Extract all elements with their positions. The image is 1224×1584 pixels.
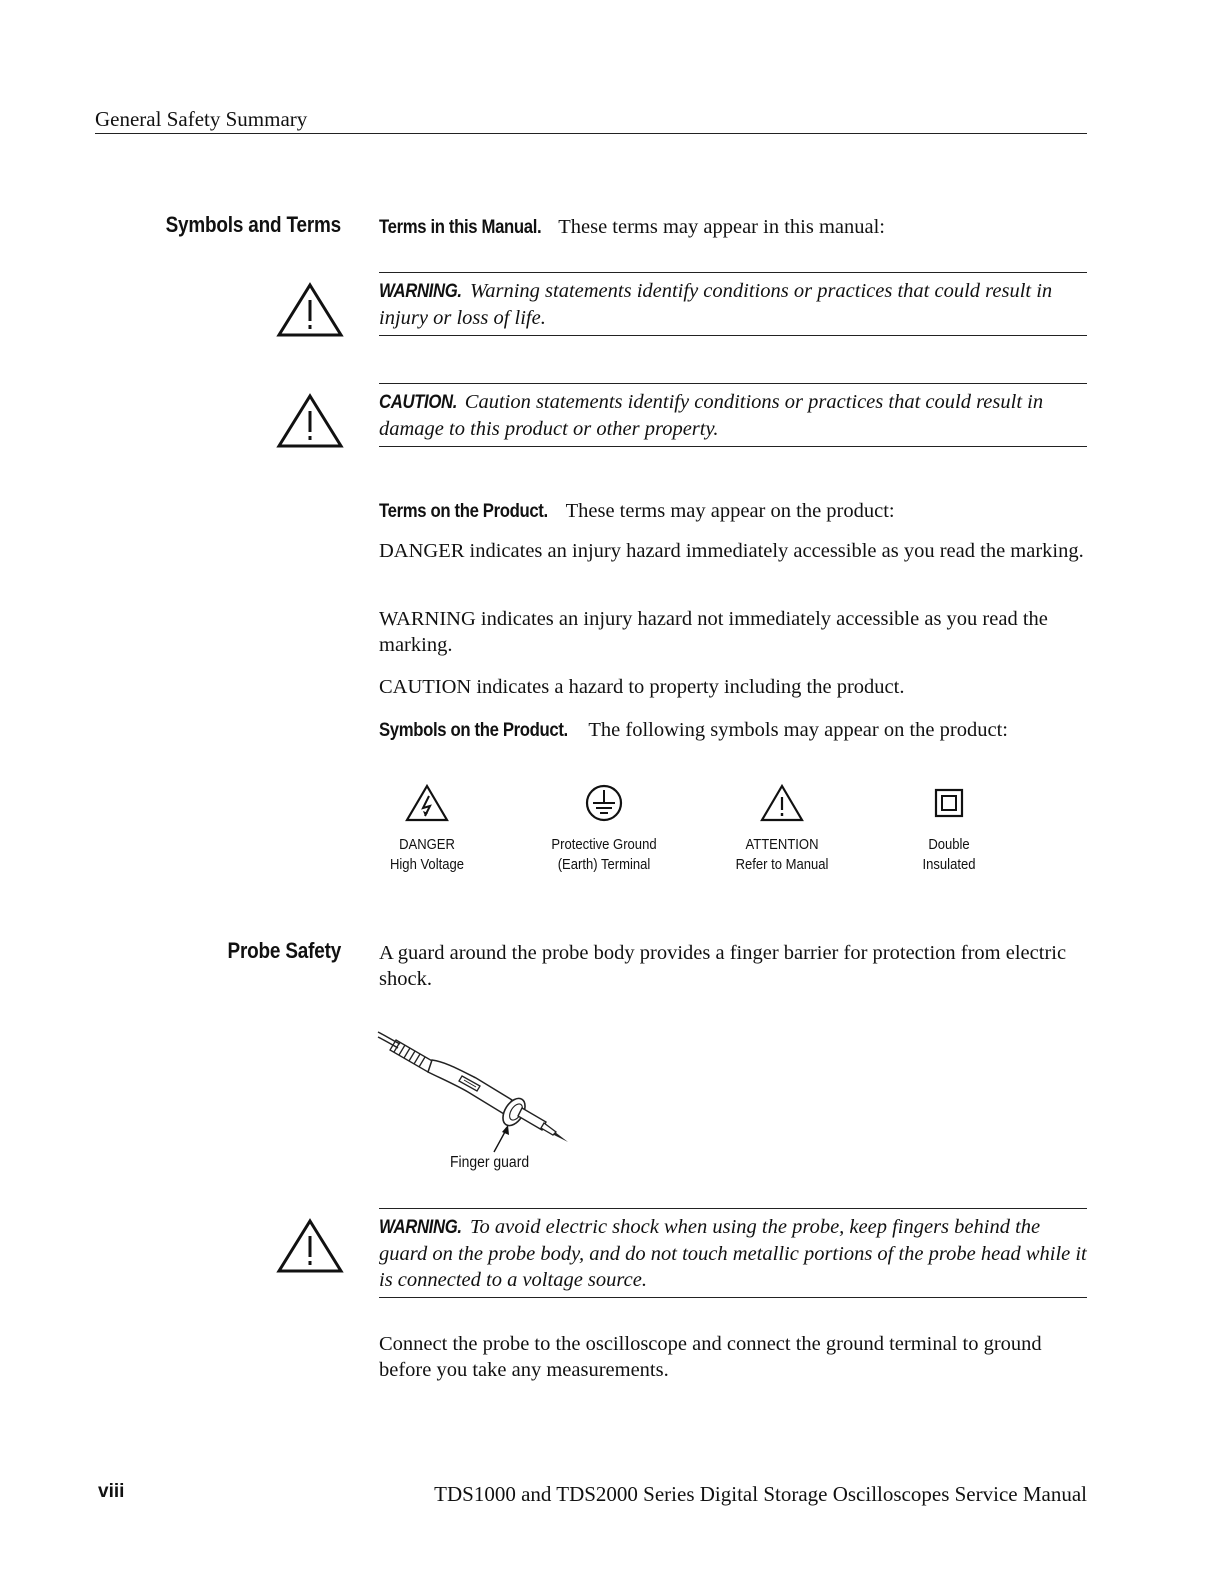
running-head: General Safety Summary — [95, 107, 308, 131]
caution-label: CAUTION. — [379, 392, 458, 413]
page-number: viii — [98, 1481, 125, 1502]
terms-in-manual-text: These terms may appear in this manual: — [558, 216, 885, 238]
symbol-caption-line2: Insulated — [922, 857, 976, 873]
warning-triangle-icon — [276, 280, 344, 340]
high-voltage-icon — [404, 783, 450, 823]
header-rule — [95, 133, 1087, 134]
probe-warning-text: To avoid electric shock when using the probe, keep fingers behind the guard on the probe body, and do not touch metallic portions of the probe head while it is connected to a voltage source. — [379, 1216, 1087, 1291]
warning-notice-text: Warning statements identify conditions or practices that could result in injury or loss of life. — [379, 280, 1053, 329]
warning-label: WARNING. — [379, 281, 462, 302]
warning-paragraph: WARNING indicates an injury hazard not immediately accessible as you read the marking. — [379, 608, 1048, 656]
symbol-danger-high-voltage — [347, 783, 507, 875]
terms-in-manual-label: Terms in this Manual. — [379, 217, 542, 238]
attention-icon — [759, 783, 805, 823]
terms-on-product-paragraph — [379, 498, 1091, 525]
probe-closing-paragraph: Connect the probe to the oscilloscope and connect the ground terminal to ground before you take any measurements. — [379, 1333, 1042, 1381]
symbol-protective-ground — [524, 783, 684, 875]
probe-illustration — [376, 1026, 576, 1154]
symbol-caption-line1: Double — [928, 837, 970, 853]
symbol-caption-line1: DANGER — [399, 837, 455, 853]
double-insulated-icon — [926, 783, 972, 823]
finger-guard-label: Finger guard — [450, 1154, 530, 1171]
symbol-double-insulated — [869, 783, 1029, 875]
symbol-caption-line1: Protective Ground — [551, 837, 657, 853]
symbol-caption-line2: Refer to Manual — [735, 857, 829, 873]
protective-ground-icon — [581, 783, 627, 823]
warning-triangle-icon — [276, 1216, 344, 1276]
warning-notice — [379, 272, 1087, 336]
caution-triangle-icon — [276, 391, 344, 451]
symbol-caption-line1: ATTENTION — [745, 837, 819, 853]
terms-in-manual-paragraph — [379, 214, 1091, 241]
section-heading-probe-safety: Probe Safety — [227, 938, 341, 963]
symbol-caption-line2: High Voltage — [389, 857, 464, 873]
terms-on-product-text: These terms may appear on the product: — [565, 500, 895, 522]
probe-warning-label: WARNING. — [379, 1217, 462, 1238]
symbols-on-product-text: The following symbols may appear on the product: — [588, 719, 1008, 741]
symbols-on-product-paragraph — [379, 717, 1091, 744]
footer-manual-title: TDS1000 and TDS2000 Series Digital Storage Oscilloscopes Service Manual — [434, 1482, 1087, 1506]
caution-paragraph: CAUTION indicates a hazard to property including the product. — [379, 676, 905, 698]
danger-paragraph: DANGER indicates an injury hazard immediately accessible as you read the marking. — [379, 540, 1084, 562]
probe-warning-notice — [379, 1208, 1087, 1298]
section-heading-symbols-and-terms: Symbols and Terms — [165, 212, 341, 237]
caution-notice-text: Caution statements identify conditions or practices that could result in damage to this product or other property. — [379, 391, 1044, 440]
terms-on-product-label: Terms on the Product. — [379, 501, 548, 522]
symbols-on-product-label: Symbols on the Product. — [379, 720, 568, 741]
symbol-caption-line2: (Earth) Terminal — [557, 857, 651, 873]
probe-safety-intro: A guard around the probe body provides a finger barrier for protection from electric shock. — [379, 942, 1067, 990]
caution-notice — [379, 383, 1087, 447]
symbol-attention — [702, 783, 862, 875]
